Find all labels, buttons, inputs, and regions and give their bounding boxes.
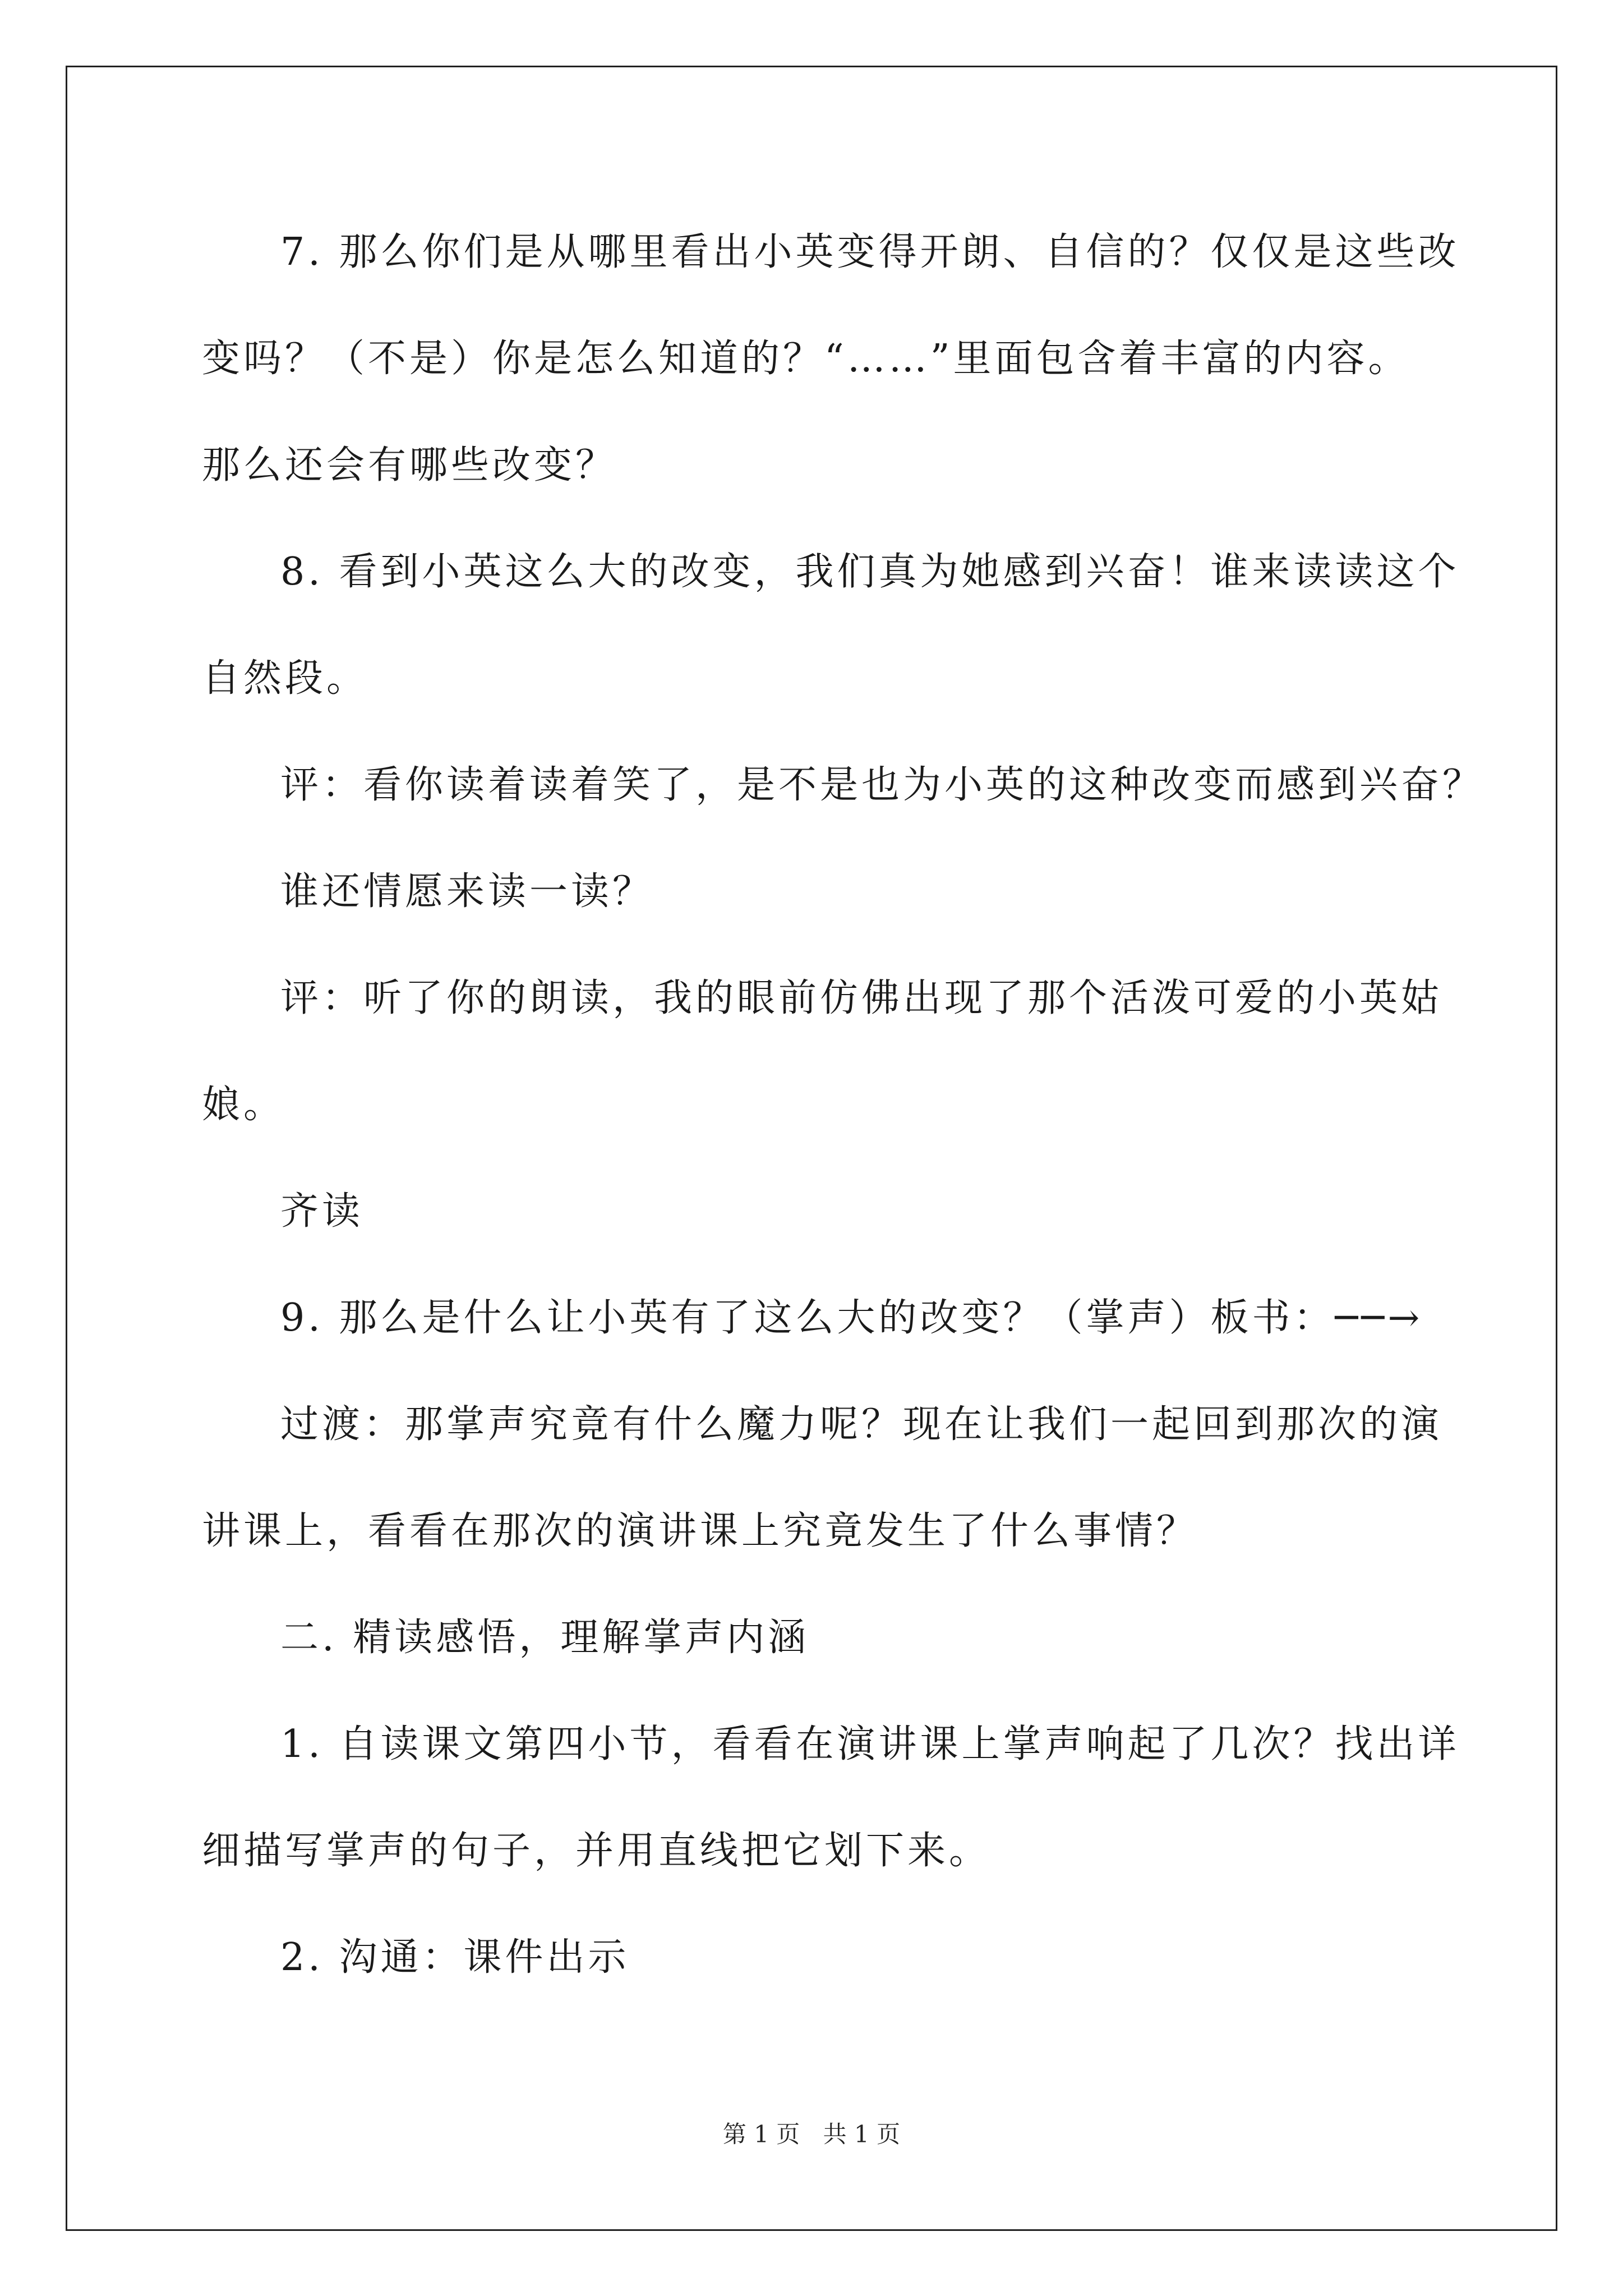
paragraph-7-line-1: 7. 那么你们是从哪里看出小英变得开朗、自信的？仅仅是这些改: [280, 230, 1460, 274]
page-border: [66, 66, 1557, 2231]
step-2-line-1: 2. 沟通：课件出示: [280, 1935, 630, 1980]
paragraph-7-line-3: 那么还会有哪些改变？: [202, 443, 617, 487]
comment-2-line-1: 评：听了你的朗读，我的眼前仿佛出现了那个活泼可爱的小英姑: [280, 976, 1443, 1020]
comment-1-line-2: 谁还情愿来读一读？: [280, 869, 654, 914]
comment-1-line-1: 评：看你读着读着笑了，是不是也为小英的这种改变而感到兴奋？: [280, 763, 1484, 807]
page-total: 共 1 页: [823, 2120, 901, 2148]
paragraph-7-line-2: 变吗？（不是）你是怎么知道的？“……”里面包含着丰富的内容。: [202, 337, 1410, 381]
paragraph-8-line-2: 自然段。: [202, 656, 368, 701]
transition-line-2: 讲课上，看看在那次的演讲课上究竟发生了什么事情？: [202, 1509, 1198, 1553]
step-1-line-2: 细描写掌声的句子，并用直线把它划下来。: [202, 1829, 991, 1873]
transition-line-1: 过渡：那掌声究竟有什么魔力呢？现在让我们一起回到那次的演: [280, 1402, 1443, 1447]
paragraph-8-line-1: 8. 看到小英这么大的改变，我们真为她感到兴奋！谁来读读这个: [280, 550, 1460, 594]
page-footer: [0, 2120, 1623, 2148]
comment-2-line-2: 娘。: [202, 1083, 285, 1127]
paragraph-9-line-1: 9. 那么是什么让小英有了这么大的改变？（掌声）板书：──→: [280, 1296, 1423, 1340]
step-1-line-1: 1. 自读课文第四小节，看看在演讲课上掌声响起了几次？找出详: [280, 1722, 1460, 1766]
page-number: 第 1 页: [722, 2120, 800, 2148]
group-reading: 齐读: [280, 1189, 364, 1234]
section-two-heading: 二. 精读感悟，理解掌声内涵: [280, 1616, 810, 1660]
